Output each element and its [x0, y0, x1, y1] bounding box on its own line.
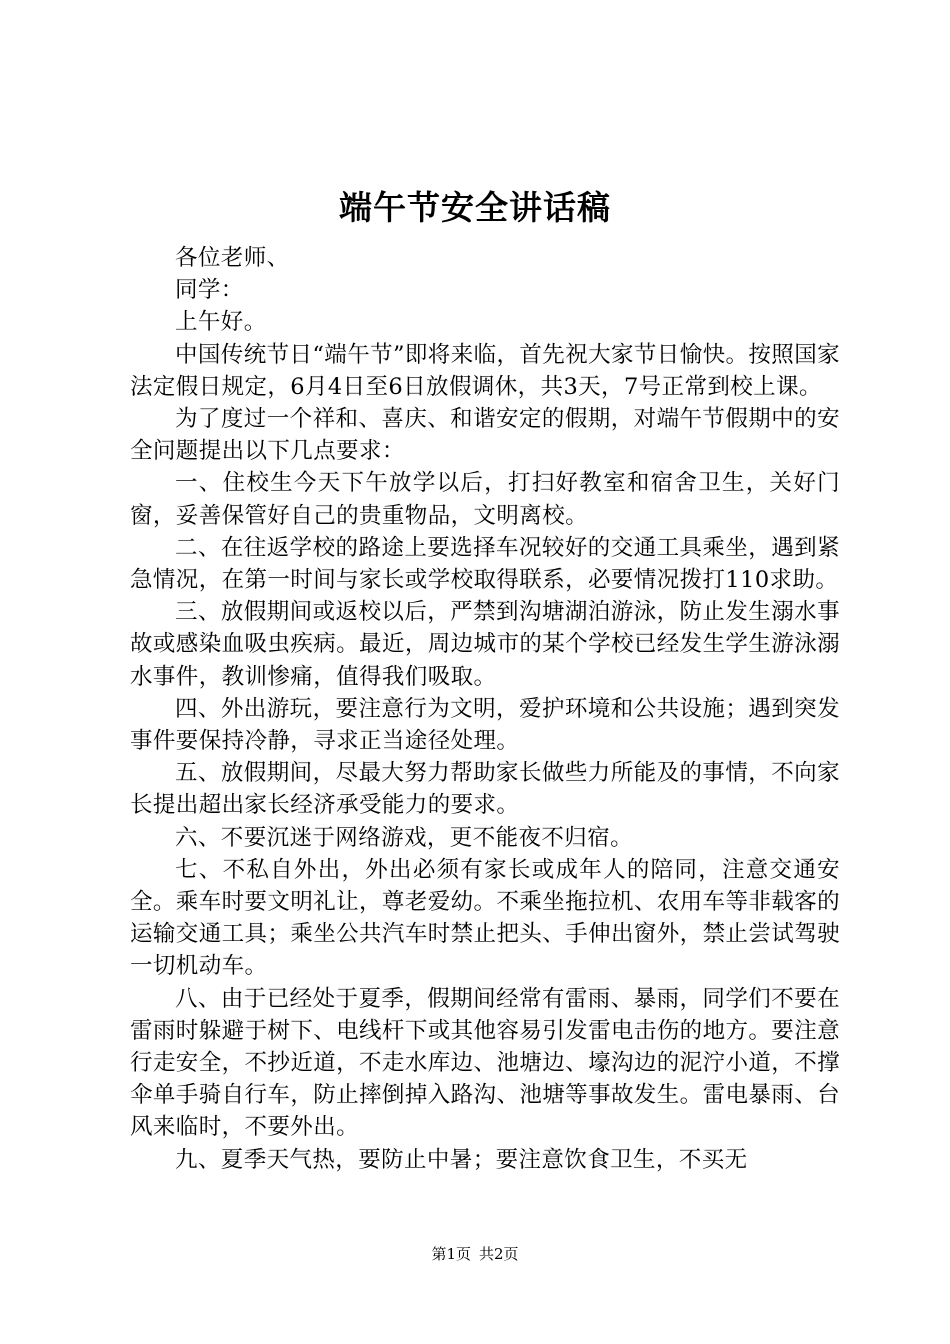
paragraph: 五、放假期间，尽最大努力帮助家长做些力所能及的事情，不向家长提出超出家长经济承受能力的要求。 — [130, 760, 840, 819]
page-number: 第1页 — [431, 1245, 471, 1263]
paragraph: 同学： — [175, 277, 244, 304]
paragraph: 一、住校生今天下午放学以后，打扫好教室和宿舍卫生，关好门窗，妥善保管好自己的贵重物品，文明离校。 — [130, 470, 840, 529]
paragraph: 上午好。 — [175, 309, 267, 336]
paragraph: 为了度过一个祥和、喜庆、和谐安定的假期，对端午节假期中的安全问题提出以下几点要求： — [130, 406, 840, 465]
paragraph: 九、夏季天气热，要防止中暑；要注意饮食卫生，不买无 — [175, 1146, 748, 1173]
paragraph: 六、不要沉迷于网络游戏，更不能夜不归宿。 — [175, 824, 634, 851]
document-title: 端午节安全讲话稿 — [339, 188, 611, 227]
paragraph: 二、在往返学校的路途上要选择车况较好的交通工具乘坐，遇到紧急情况，在第一时间与家长或学校取得联系，必要情况拨打110求助。 — [130, 534, 840, 594]
page-footer — [0, 1244, 950, 1264]
paragraph: 三、放假期间或返校以后，严禁到沟塘湖泊游泳，防止发生溺水事故或感染血吸虫疾病。最近，周边城市的某个学校已经发生学生游泳溺水事件，教训惨痛，值得我们吸取。 — [130, 599, 840, 690]
paragraph: 七、不私自外出，外出必须有家长或成年人的陪同，注意交通安全。乘车时要文明礼让，尊老爱幼。不乘坐拖拉机、农用车等非载客的运输交通工具；乘坐公共汽车时禁止把头、手伸出窗外，禁止尝试驾驶一切机动车。 — [130, 856, 840, 980]
page-total: 共2页 — [479, 1245, 519, 1263]
paragraph: 八、由于已经处于夏季，假期间经常有雷雨、暴雨，同学们不要在雷雨时躲避于树下、电线杆下或其他容易引发雷电击伤的地方。要注意行走安全，不抄近道，不走水库边、池塘边、壕沟边的泥泞小道，不撑伞单手骑自行车，防止摔倒掉入路沟、池塘等事故发生。雷电暴雨、台风来临时，不要外出。 — [130, 985, 840, 1141]
document-body — [130, 242, 840, 1176]
paragraph: 中国传统节日“端午节”即将来临，首先祝大家节日愉快。按照国家法定假日规定，6月4日至6日放假调休，共3天，7号正常到校上课。 — [130, 341, 841, 400]
paragraph: 四、外出游玩，要注意行为文明，爱护环境和公共设施；遇到突发事件要保持冷静，寻求正当途径处理。 — [130, 695, 840, 755]
paragraph: 各位老师、 — [175, 245, 290, 271]
